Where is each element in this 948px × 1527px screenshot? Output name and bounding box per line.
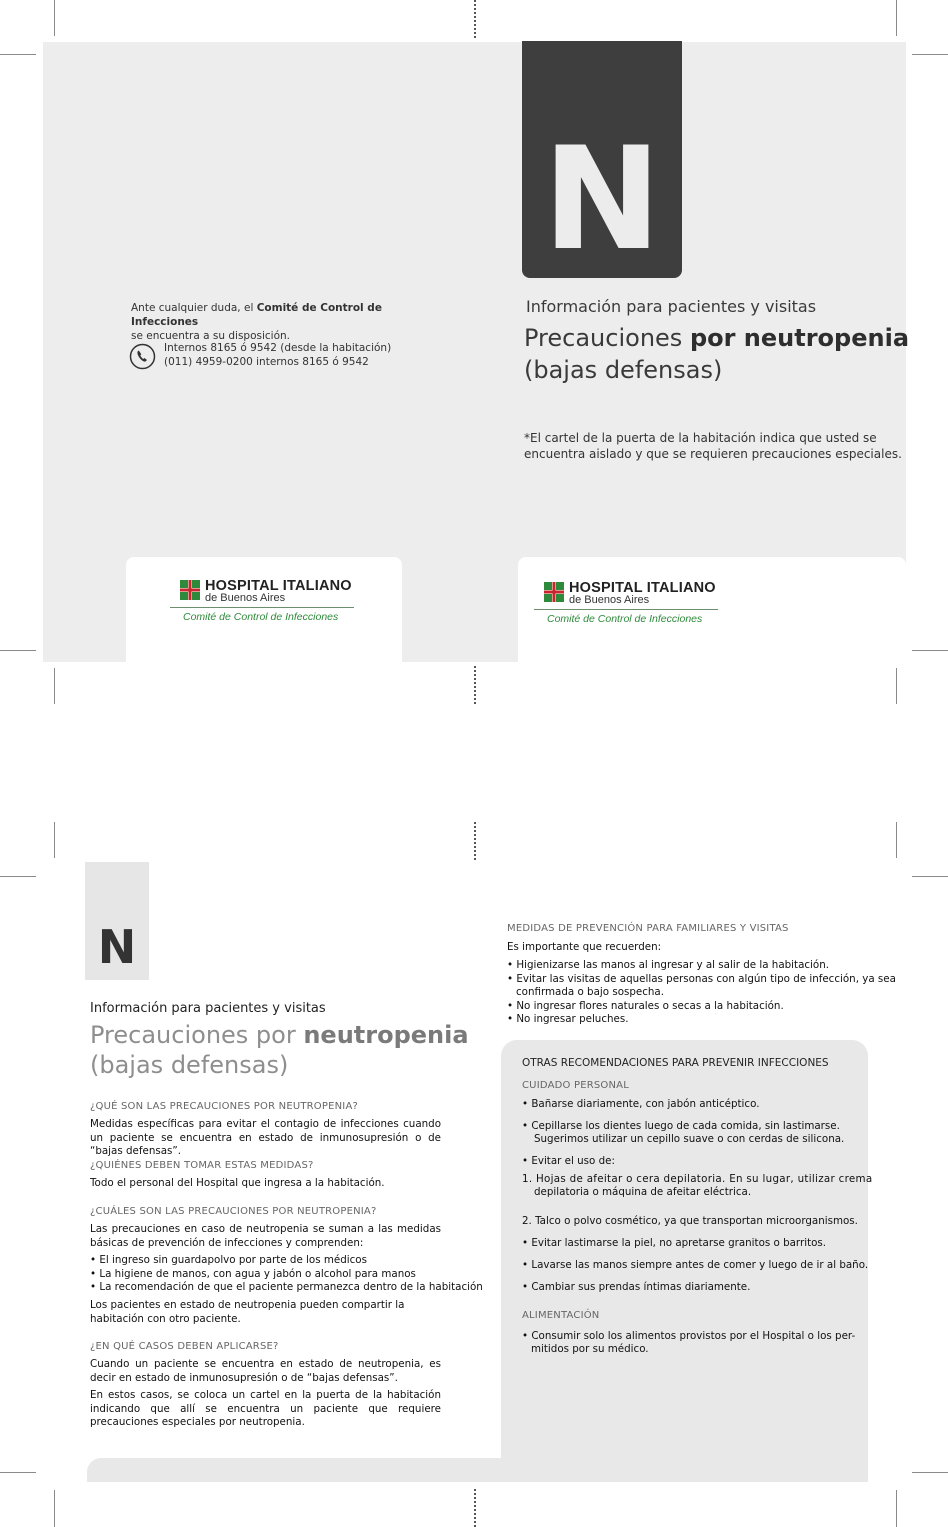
n-badge-small [85,862,149,980]
care-item: • Lavarse las manos siempre antes de comer y luego de ir al baño. [522,1259,869,1271]
fold-mark-bottom [474,1489,476,1527]
logo-divider [170,607,354,608]
care-heading: CUIDADO PERSONAL [522,1080,629,1091]
phone-line1: Internos 8165 ó 9542 (desde la habitación) [164,342,392,354]
list-item: • La higiene de manos, con agua y jabón o alcohol para manos [90,1267,416,1280]
crop-mark [896,668,897,704]
list-item: • No ingresar peluches. [507,1013,629,1025]
question-heading: ¿CUÁLES SON LAS PRECAUCIONES POR NEUTROPENIA? [90,1206,377,1217]
crop-mark [0,650,36,651]
crop-mark [912,650,948,651]
inner-title: Precauciones por neutropenia (bajas defensas) [90,1021,469,1079]
doubt-text [131,301,451,343]
n-letter: N [97,920,137,974]
logo-divider [534,609,718,610]
crop-mark [912,1472,948,1473]
answer-text: En estos casos, se coloca un cartel en la puerta de la habitación indicando que allí se encuentra un paciente que requiere precauciones especiales por neutropenia. [90,1389,441,1428]
committee-name: Comité de Control de Infecciones [131,302,382,328]
phone-line2: (011) 4959-0200 internos 8165 ó 9542 [164,356,369,368]
n-badge [522,41,682,282]
answer-text: Cuando un paciente se encuentra en estado de neutropenia, es decir en estado de inmunosupresión o de “bajas defensas”. [90,1358,441,1384]
hospital-cross-icon [180,580,200,600]
crop-mark [896,0,897,36]
crop-mark [54,0,55,36]
crop-mark [896,822,897,858]
other-heading: OTRAS RECOMENDACIONES PARA PREVENIR INFECCIONES [522,1057,829,1069]
fold-mark-top [474,0,476,38]
inner-subtitle: Información para pacientes y visitas [90,1001,326,1016]
care-item: Sugerimos utilizar un cepillo suave o con cerdas de silicona. [534,1133,845,1145]
answer-text: Las precauciones en caso de neutropenia se suman a las medidas básicas de prevención de infecciones y comprenden: [90,1223,441,1249]
hospital-city: de Buenos Aires [205,592,286,604]
crop-mark [54,822,55,858]
care-item: • Evitar lastimarse la piel, no apretarse granitos o barritos. [522,1237,827,1249]
answer-text: Medidas específicas para evitar el contagio de infecciones cuando un paciente se encuentra en estado de inmunosupresión o de “bajas defensas”. [90,1118,441,1157]
n-letter: N [542,117,662,282]
crop-mark [54,668,55,704]
cover-note: *El cartel de la puerta de la habitación indica que usted se encuentra aislado y que se requieren precauciones especiales. [524,431,902,461]
fold-mark-mid2 [474,822,476,860]
care-item: • Bañarse diariamente, con jabón anticéptico. [522,1098,760,1110]
crop-mark [896,1490,897,1527]
doubt-line1-pre: Ante cualquier duda, el [131,302,257,314]
food-item: mitidos por su médico. [531,1343,649,1355]
family-heading: MEDIDAS DE PREVENCIÓN PARA FAMILIARES Y VISITAS [507,923,789,934]
inner-title-line2: (bajas defensas) [90,1051,289,1079]
committee-label: Comité de Control de Infecciones [547,613,703,625]
cover-title: Precauciones por neutropenia (bajas defensas) [524,324,910,384]
care-item: 2. Talco o polvo cosmético, ya que transportan microorganismos. [522,1215,858,1227]
list-item: • No ingresar flores naturales o secas a la habitación. [507,999,784,1012]
question-heading: ¿EN QUÉ CASOS DEBEN APLICARSE? [90,1341,279,1352]
phone-text [164,341,424,369]
list-item: • El ingreso sin guardapolvo por parte de los médicos [90,1254,367,1266]
care-item: • Cambiar sus prendas íntimas diariamente. [522,1281,751,1293]
logo-tab-left [126,557,402,662]
cover-subtitle: Información para pacientes y visitas [526,297,817,316]
doubt-line2: se encuentra a su disposición. [131,330,291,342]
bottom-strip [87,1458,868,1482]
precautions-list [90,1254,483,1295]
food-heading: ALIMENTACIÓN [522,1310,600,1321]
care-item: • Cepillarse los dientes luego de cada comida, sin lastimarse. [522,1120,840,1132]
list-item: • Evitar las visitas de aquellas personas con algún tipo de infección, ya sea [507,972,896,985]
crop-mark [0,54,36,55]
hospital-name: HOSPITAL ITALIANO [569,580,716,596]
family-intro: Es importante que recuerden: [507,941,662,953]
family-list [507,959,896,1027]
answer-text: Todo el personal del Hospital que ingresa a la habitación. [90,1177,385,1189]
crop-mark [912,876,948,877]
question-heading: ¿QUÉ SON LAS PRECAUCIONES POR NEUTROPENIA? [90,1101,359,1112]
hospital-city: de Buenos Aires [569,594,650,606]
phone-icon [129,343,156,370]
care-item: • Evitar el uso de: [522,1155,615,1167]
hospital-cross-icon [544,582,564,602]
crop-mark [54,1490,55,1527]
cover-title-line2: (bajas defensas) [524,356,723,384]
list-item: • Higienizarse las manos al ingresar y al salir de la habitación. [507,959,829,971]
list-item: • La recomendación de que el paciente permanezca dentro de la habitación [90,1281,483,1293]
care-item: 1. Hojas de afeitar o cera depilatoria. En su lugar, utilizar crema [522,1173,873,1185]
crop-mark [912,54,948,55]
fold-mark-mid1 [474,666,476,704]
hospital-name: HOSPITAL ITALIANO [205,578,352,594]
care-item: depilatoria o máquina de afeitar eléctrica. [534,1186,752,1198]
crop-mark [0,876,36,877]
crop-mark [0,1472,36,1473]
answer-text: Los pacientes en estado de neutropenia pueden compartir la habitación con otro paciente. [90,1299,405,1325]
food-item: • Consumir solo los alimentos provistos por el Hospital o los per- [522,1330,856,1342]
list-item: confirmada o bajo sospecha. [516,986,665,998]
committee-label: Comité de Control de Infecciones [183,611,339,623]
question-heading: ¿QUIÉNES DEBEN TOMAR ESTAS MEDIDAS? [90,1160,314,1171]
